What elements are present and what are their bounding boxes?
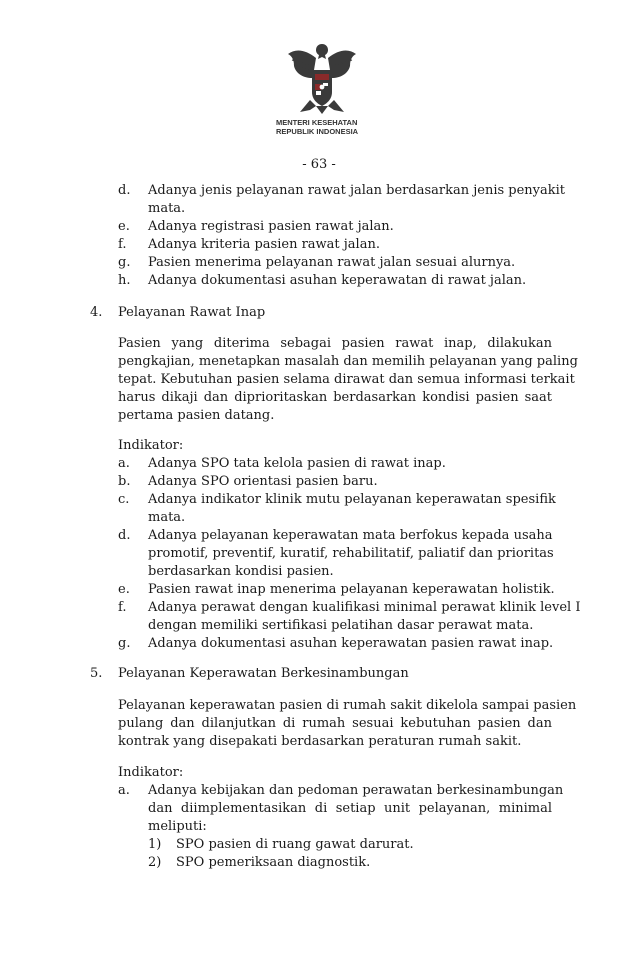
- paragraph-line: Pelayanan keperawatan pasien di rumah sakit dikelola sampai pasien: [118, 698, 577, 713]
- list-item-label: d.: [118, 528, 131, 543]
- list-item-label: b.: [118, 474, 131, 489]
- list-item-text: Adanya SPO orientasi pasien baru.: [148, 474, 378, 489]
- ministry-line-2: REPUBLIK INDONESIA: [276, 127, 359, 136]
- list-item-label: h.: [118, 273, 131, 288]
- list-item-text: mata.: [148, 201, 186, 216]
- section-number: 5.: [90, 666, 103, 681]
- list-item-text: Adanya indikator klinik mutu pelayanan keperawatan spesifik: [148, 492, 556, 507]
- list-item-label: g.: [118, 636, 131, 651]
- sublist-item-text: SPO pemeriksaan diagnostik.: [176, 855, 371, 870]
- section-number: 4.: [90, 305, 103, 320]
- list-item-text: Adanya dokumentasi asuhan keperawatan di rawat jalan.: [148, 273, 527, 288]
- paragraph-line: pengkajian, menetapkan masalah dan memilih pelayanan yang paling: [118, 354, 578, 369]
- list-item-text: Pasien menerima pelayanan rawat jalan sesuai alurnya.: [148, 255, 516, 270]
- paragraph-line: kontrak yang disepakati berdasarkan peraturan rumah sakit.: [118, 734, 522, 749]
- paragraph-line: tepat. Kebutuhan pasien selama dirawat dan semua informasi terkait: [118, 372, 575, 387]
- list-item-text: Adanya kriteria pasien rawat jalan.: [148, 237, 380, 252]
- list-item-text: mata.: [148, 510, 186, 525]
- list-item-text: dengan memiliki sertifikasi pelatihan dasar perawat mata.: [148, 618, 534, 633]
- list-item-label: f.: [118, 600, 127, 615]
- paragraph-line: harus dikaji dan diprioritaskan berdasarkan kondisi pasien saat: [118, 390, 552, 405]
- list-item-label: f.: [118, 237, 127, 252]
- paragraph-line: pulang dan dilanjutkan di rumah sesuai kebutuhan pasien dan: [118, 716, 552, 731]
- list-item-text: Adanya SPO tata kelola pasien di rawat inap.: [148, 456, 446, 471]
- indicator-label: Indikator:: [118, 765, 184, 780]
- list-item-text: dan diimplementasikan di setiap unit pelayanan, minimal: [148, 801, 552, 816]
- sublist-item-text: SPO pasien di ruang gawat darurat.: [176, 837, 414, 852]
- list-item-text: Adanya kebijakan dan pedoman perawatan berkesinambungan: [148, 783, 564, 798]
- list-item-label: e.: [118, 582, 130, 597]
- list-item-text: Pasien rawat inap menerima pelayanan keperawatan holistik.: [148, 582, 555, 597]
- list-item-text: Adanya registrasi pasien rawat jalan.: [148, 219, 394, 234]
- paragraph-line: pertama pasien datang.: [118, 408, 275, 423]
- list-item-label: c.: [118, 492, 130, 507]
- ministry-name: [276, 118, 386, 136]
- list-item-text: Adanya jenis pelayanan rawat jalan berdasarkan jenis penyakit: [148, 183, 566, 198]
- paragraph-line: Pasien yang diterima sebagai pasien rawat inap, dilakukan: [118, 336, 552, 351]
- page-number: - 63 -: [302, 157, 336, 172]
- ministry-line-1: MENTERI KESEHATAN: [276, 118, 358, 127]
- list-item-label: g.: [118, 255, 131, 270]
- list-item-text: promotif, preventif, kuratif, rehabilitatif, paliatif dan prioritas: [148, 546, 554, 561]
- list-item-text: Adanya perawat dengan kualifikasi minimal perawat klinik level I: [148, 600, 581, 615]
- list-item-text: Adanya dokumentasi asuhan keperawatan pasien rawat inap.: [148, 636, 554, 651]
- list-item-label: a.: [118, 783, 130, 798]
- list-item-label: d.: [118, 183, 131, 198]
- sublist-item-label: 1): [148, 837, 162, 852]
- section-title: Pelayanan Keperawatan Berkesinambungan: [118, 666, 409, 681]
- garuda-emblem-icon: [286, 40, 358, 116]
- list-item-label: a.: [118, 456, 130, 471]
- indicator-label: Indikator:: [118, 438, 184, 453]
- list-item-text: Adanya pelayanan keperawatan mata berfokus kepada usaha: [148, 528, 553, 543]
- list-item-text: meliputi:: [148, 819, 207, 834]
- section-title: Pelayanan Rawat Inap: [118, 305, 266, 320]
- list-item-text: berdasarkan kondisi pasien.: [148, 564, 334, 579]
- sublist-item-label: 2): [148, 855, 162, 870]
- list-item-label: e.: [118, 219, 130, 234]
